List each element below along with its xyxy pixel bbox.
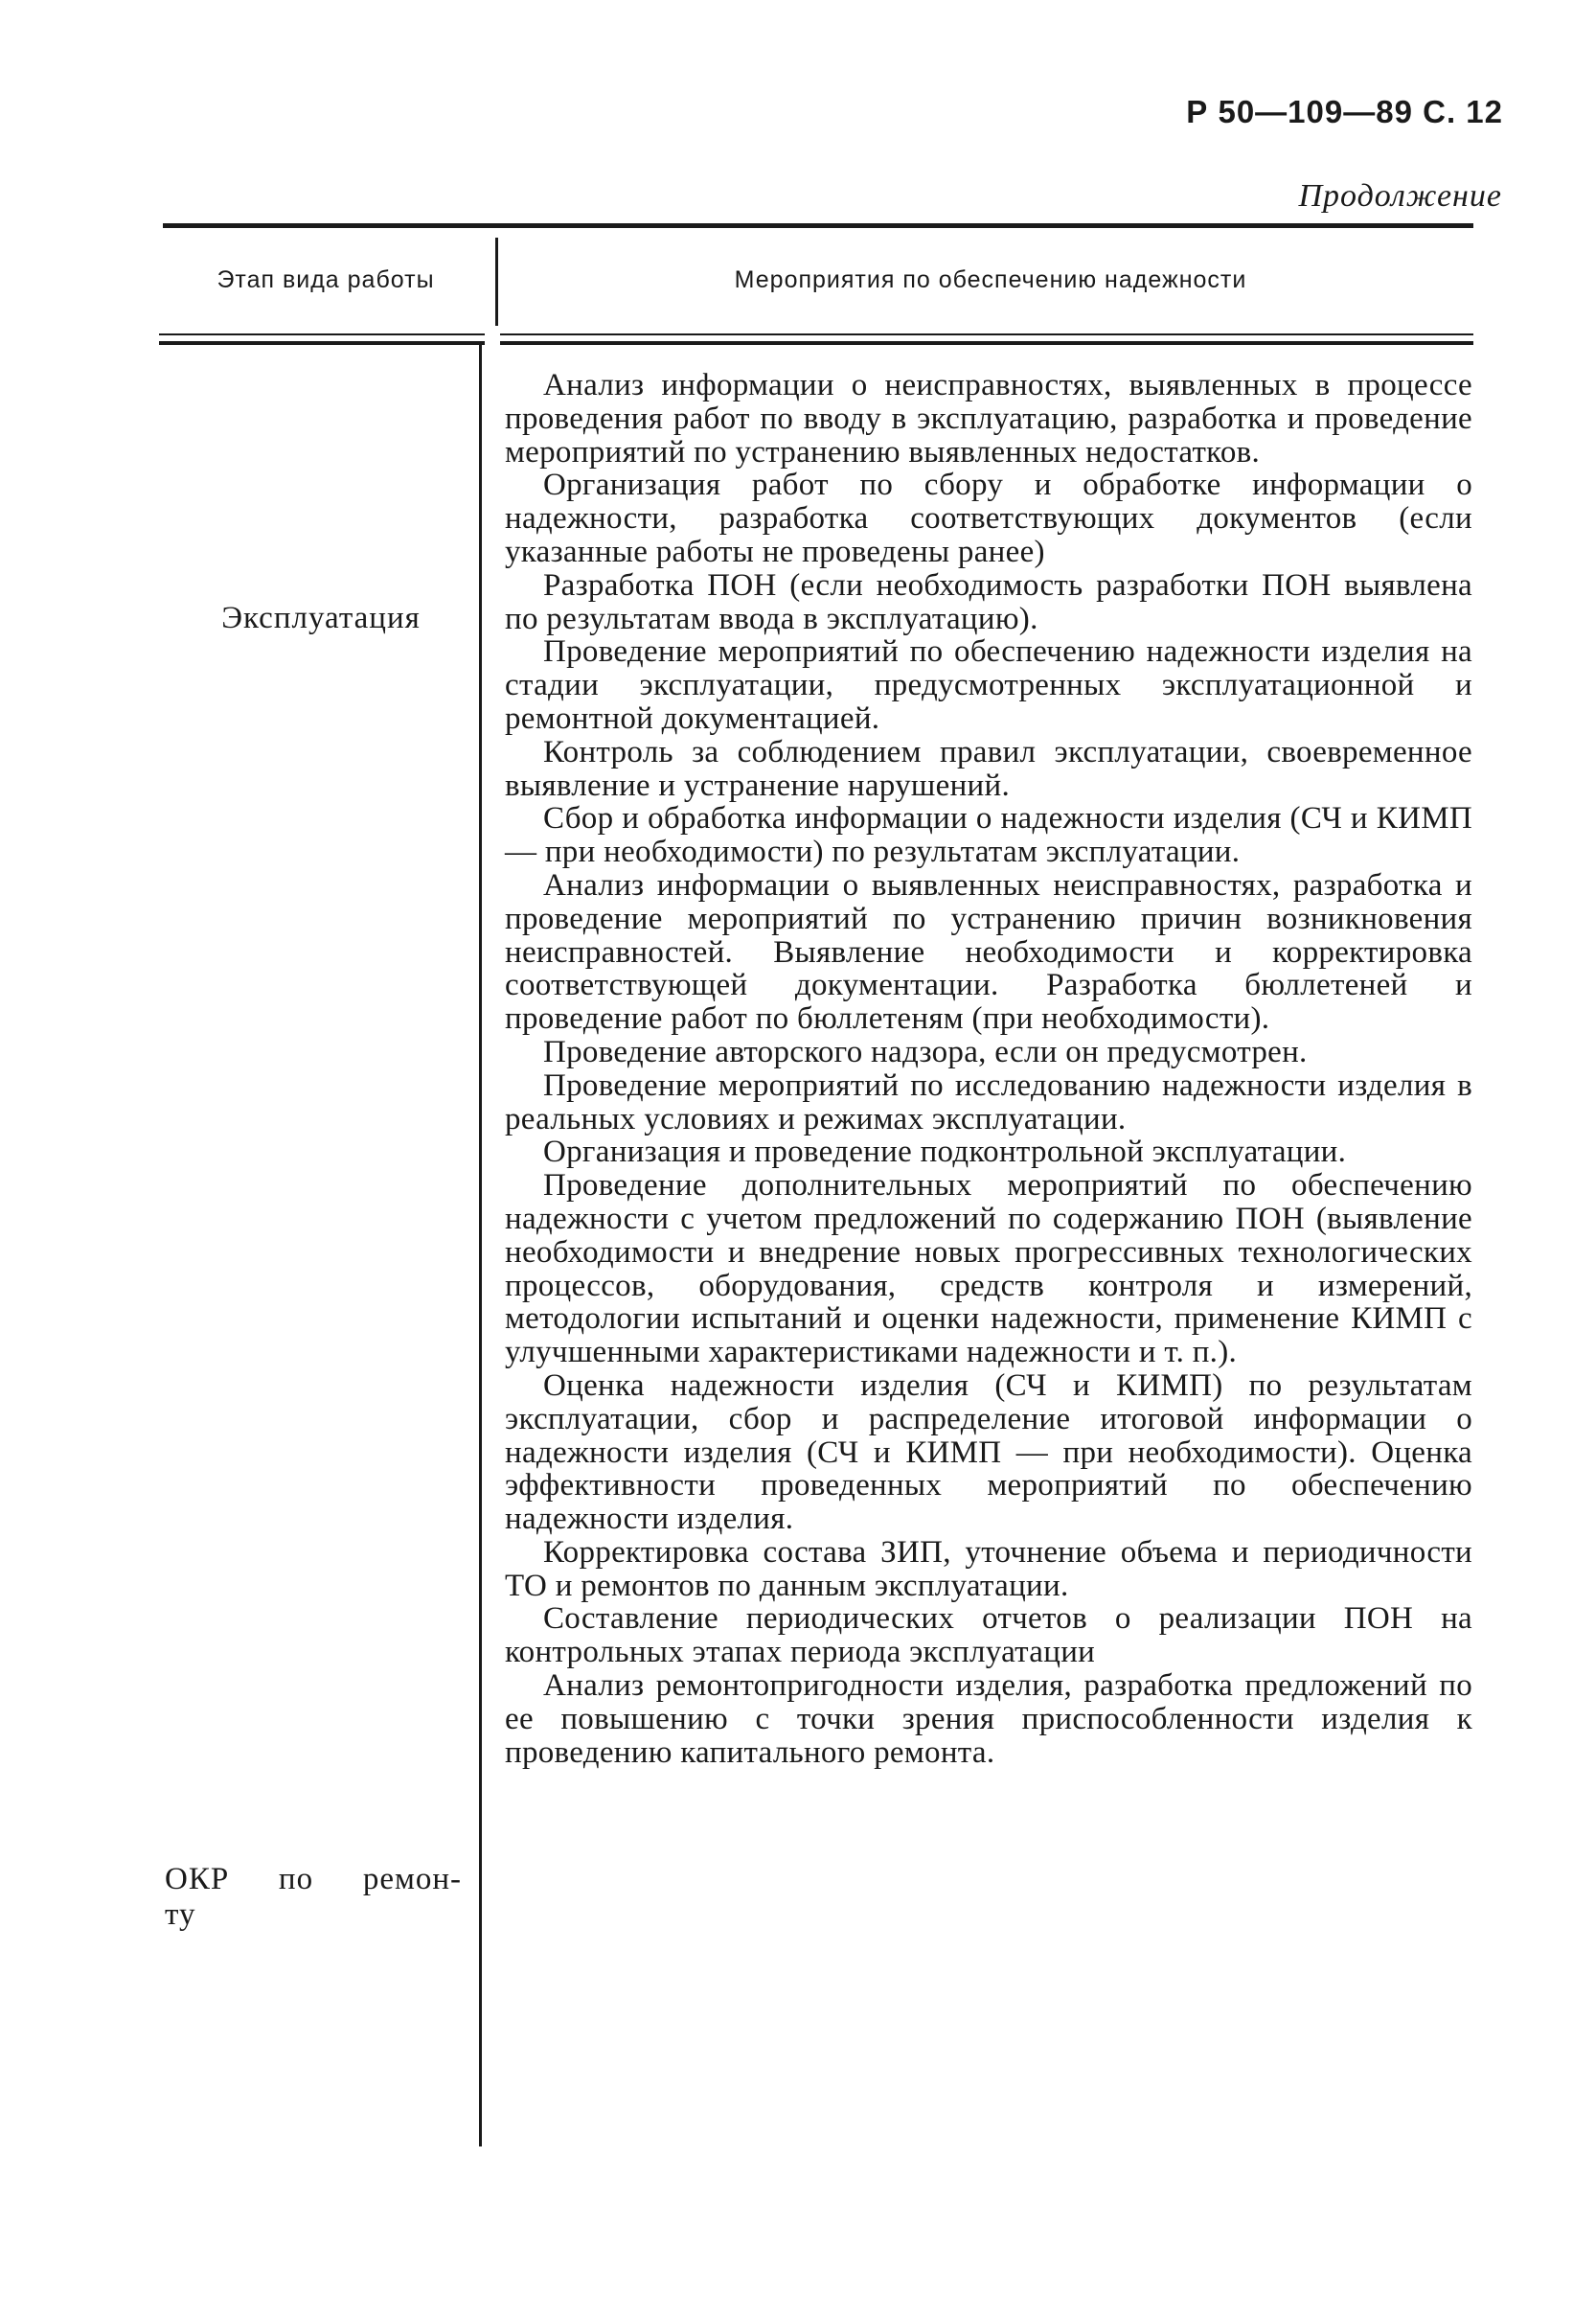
measure-paragraph: Разработка ПОН (если необходимость разработки ПОН выявлена по результатам ввода в эксплуатацию). [505, 567, 1472, 636]
stage-exploitation: Эксплуатация [221, 601, 421, 635]
page-number-header: Р 50—109—89 С. 12 [1186, 94, 1503, 129]
measure-paragraph: Анализ информации о выявленных неисправностях, разработка и проведение мероприятий по устранению причин возникновения неисправностей. Выявление необходимости и корректировка соответствующей документации. Разработка бюллетеней и проведение работ по бюллетеням (при необходимости). [505, 867, 1472, 1037]
stage-okr-word: по [278, 1862, 314, 1896]
stage-okr-line2: ту [165, 1897, 196, 1932]
column-header-measures: Мероприятия по обеспечению надежности [734, 266, 1247, 293]
stage-okr-word: ОКР [165, 1862, 230, 1896]
header-rule [159, 341, 485, 345]
header-rule [500, 341, 1473, 345]
header-column-divider [495, 238, 498, 326]
column-header-stage: Этап вида работы [217, 266, 435, 293]
measure-paragraph: Корректировка состава ЗИП, уточнение объема и периодичности ТО и ремонтов по данным эксплуатации. [505, 1534, 1472, 1603]
stage-okr-word: ремон- [362, 1862, 462, 1896]
measure-paragraph: Организация и проведение подконтрольной эксплуатации. [543, 1135, 1347, 1170]
measure-paragraph: Контроль за соблюдением правил эксплуатации, своевременное выявление и устранение нарушений. [505, 734, 1472, 803]
measure-paragraph: Проведение дополнительных мероприятий по обеспечению надежности с учетом предложений по содержанию ПОН (выявление необходимости и внедрение новых прогрессивных технологических процессов, оборудования, средств контроля и измерений, методологии испытаний и оценки надежности, применение КИМП с улучшенными характеристиками надежности и т. п.). [505, 1168, 1472, 1370]
continuation-label: Продолжение [1298, 178, 1502, 214]
measure-paragraph: Оценка надежности изделия (СЧ и КИМП) по результатам эксплуатации, сбор и распределение итоговой информации о надежности изделия (СЧ и КИМП — при необходимости). Оценка эффективности проведенных мероприятий по обеспечению надежности изделия. [505, 1367, 1472, 1537]
measure-paragraph: Анализ информации о неисправностях, выявленных в процессе проведения работ по вводу в эксплуатацию, разработка и проведение мероприятий по устранению выявленных недостатков. [505, 368, 1472, 470]
body-column-divider [479, 345, 482, 2146]
measure-paragraph: Сбор и обработка информации о надежности изделия (СЧ и КИМП — при необходимости) по результатам эксплуатации. [505, 801, 1472, 870]
measure-paragraph: Составление периодических отчетов о реализации ПОН на контрольных этапах периода эксплуатации [505, 1601, 1472, 1670]
stage-okr-repair [165, 1862, 462, 1933]
table-top-rule [163, 223, 1473, 228]
header-rule [500, 333, 1473, 335]
header-rule [159, 333, 485, 335]
measure-paragraph: Проведение мероприятий по обеспечению надежности изделия на стадии эксплуатации, предусмотренных эксплуатационной и ремонтной документацией. [505, 634, 1472, 736]
measure-paragraph: Проведение авторского надзора, если он предусмотрен. [543, 1034, 1308, 1069]
measures-text [505, 369, 1472, 1769]
measure-paragraph: Организация работ по сбору и обработке информации о надежности, разработка соответствующих документов (если указанные работы не проведены ранее) [505, 468, 1472, 569]
measure-paragraph: Анализ ремонтопригодности изделия, разработка предложений по ее повышению с точки зрения приспособленности изделия к проведению капитального ремонта. [505, 1668, 1472, 1770]
measure-paragraph: Проведение мероприятий по исследованию надежности изделия в реальных условиях и режимах эксплуатации. [505, 1067, 1472, 1136]
